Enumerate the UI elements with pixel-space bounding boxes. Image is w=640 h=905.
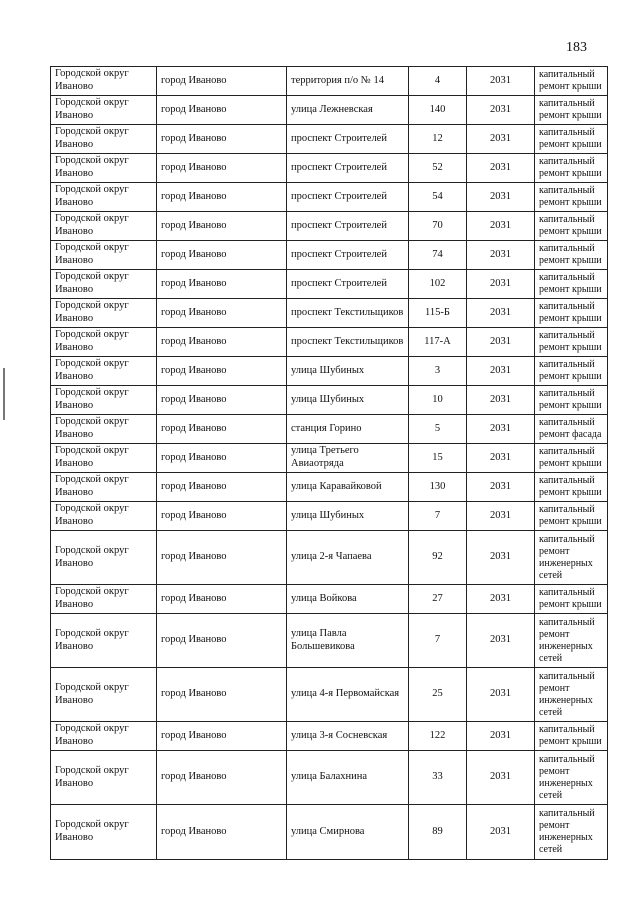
- table-row: [51, 473, 608, 502]
- work-type-cell: капитальный ремонт крыши: [535, 270, 608, 299]
- house-number-cell: 89: [409, 805, 467, 860]
- work-type-cell: капитальный ремонт крыши: [535, 585, 608, 614]
- house-number-cell: 92: [409, 531, 467, 585]
- street-cell: улица Смирнова: [287, 805, 409, 860]
- house-number-cell: 12: [409, 125, 467, 154]
- work-type-cell: капитальный ремонт крыши: [535, 212, 608, 241]
- street-cell: улица 4-я Первомайская: [287, 668, 409, 722]
- work-type-cell: капитальный ремонт крыши: [535, 357, 608, 386]
- district-cell: Городской округ Иваново: [51, 722, 157, 751]
- district-cell: Городской округ Иваново: [51, 357, 157, 386]
- work-type-cell: капитальный ремонт крыши: [535, 183, 608, 212]
- year-cell: 2031: [467, 96, 535, 125]
- year-cell: 2031: [467, 154, 535, 183]
- house-number-cell: 130: [409, 473, 467, 502]
- city-cell: город Иваново: [157, 212, 287, 241]
- street-cell: улица 2-я Чапаева: [287, 531, 409, 585]
- house-number-cell: 74: [409, 241, 467, 270]
- street-cell: улица 3-я Сосневская: [287, 722, 409, 751]
- year-cell: 2031: [467, 299, 535, 328]
- year-cell: 2031: [467, 125, 535, 154]
- year-cell: 2031: [467, 722, 535, 751]
- district-cell: Городской округ Иваново: [51, 183, 157, 212]
- work-type-cell: капитальный ремонт инженерных сетей: [535, 668, 608, 722]
- district-cell: Городской округ Иваново: [51, 241, 157, 270]
- table-row: [51, 241, 608, 270]
- street-cell: улица Третьего Авиаотряда: [287, 444, 409, 473]
- city-cell: город Иваново: [157, 299, 287, 328]
- street-cell: улица Шубиных: [287, 357, 409, 386]
- year-cell: 2031: [467, 357, 535, 386]
- district-cell: Городской округ Иваново: [51, 212, 157, 241]
- house-number-cell: 7: [409, 502, 467, 531]
- table-row: [51, 67, 608, 96]
- city-cell: город Иваново: [157, 614, 287, 668]
- scan-edge-mark: [3, 368, 5, 420]
- district-cell: Городской округ Иваново: [51, 502, 157, 531]
- work-type-cell: капитальный ремонт крыши: [535, 125, 608, 154]
- city-cell: город Иваново: [157, 183, 287, 212]
- repair-schedule-table: [50, 66, 608, 860]
- street-cell: проспект Строителей: [287, 125, 409, 154]
- street-cell: улица Лежневская: [287, 96, 409, 125]
- city-cell: город Иваново: [157, 751, 287, 805]
- district-cell: Городской округ Иваново: [51, 585, 157, 614]
- district-cell: Городской округ Иваново: [51, 805, 157, 860]
- city-cell: город Иваново: [157, 531, 287, 585]
- street-cell: станция Горино: [287, 415, 409, 444]
- year-cell: 2031: [467, 805, 535, 860]
- work-type-cell: капитальный ремонт крыши: [535, 386, 608, 415]
- city-cell: город Иваново: [157, 722, 287, 751]
- district-cell: Городской округ Иваново: [51, 668, 157, 722]
- house-number-cell: 25: [409, 668, 467, 722]
- street-cell: улица Павла Большевикова: [287, 614, 409, 668]
- street-cell: проспект Строителей: [287, 241, 409, 270]
- work-type-cell: капитальный ремонт крыши: [535, 502, 608, 531]
- district-cell: Городской округ Иваново: [51, 751, 157, 805]
- table-row: [51, 386, 608, 415]
- table-row: [51, 502, 608, 531]
- work-type-cell: капитальный ремонт крыши: [535, 96, 608, 125]
- table-row: [51, 805, 608, 860]
- work-type-cell: капитальный ремонт крыши: [535, 473, 608, 502]
- street-cell: проспект Строителей: [287, 270, 409, 299]
- city-cell: город Иваново: [157, 415, 287, 444]
- table-body: [51, 67, 608, 860]
- work-type-cell: капитальный ремонт крыши: [535, 154, 608, 183]
- district-cell: Городской округ Иваново: [51, 444, 157, 473]
- table-row: [51, 751, 608, 805]
- street-cell: проспект Строителей: [287, 212, 409, 241]
- table-row: [51, 154, 608, 183]
- year-cell: 2031: [467, 668, 535, 722]
- year-cell: 2031: [467, 415, 535, 444]
- district-cell: Городской округ Иваново: [51, 531, 157, 585]
- city-cell: город Иваново: [157, 154, 287, 183]
- year-cell: 2031: [467, 444, 535, 473]
- table-row: [51, 96, 608, 125]
- city-cell: город Иваново: [157, 328, 287, 357]
- table-row: [51, 585, 608, 614]
- work-type-cell: капитальный ремонт крыши: [535, 444, 608, 473]
- table-row: [51, 212, 608, 241]
- table-row: [51, 668, 608, 722]
- house-number-cell: 33: [409, 751, 467, 805]
- house-number-cell: 117-А: [409, 328, 467, 357]
- year-cell: 2031: [467, 270, 535, 299]
- city-cell: город Иваново: [157, 805, 287, 860]
- work-type-cell: капитальный ремонт крыши: [535, 241, 608, 270]
- year-cell: 2031: [467, 531, 535, 585]
- year-cell: 2031: [467, 386, 535, 415]
- year-cell: 2031: [467, 473, 535, 502]
- table-row: [51, 125, 608, 154]
- district-cell: Городской округ Иваново: [51, 125, 157, 154]
- table-row: [51, 299, 608, 328]
- work-type-cell: капитальный ремонт крыши: [535, 67, 608, 96]
- table-row: [51, 614, 608, 668]
- house-number-cell: 54: [409, 183, 467, 212]
- city-cell: город Иваново: [157, 386, 287, 415]
- street-cell: территория п/о № 14: [287, 67, 409, 96]
- year-cell: 2031: [467, 183, 535, 212]
- work-type-cell: капитальный ремонт инженерных сетей: [535, 531, 608, 585]
- table-row: [51, 270, 608, 299]
- city-cell: город Иваново: [157, 125, 287, 154]
- page-number: 183: [566, 40, 587, 55]
- table-row: [51, 328, 608, 357]
- district-cell: Городской округ Иваново: [51, 328, 157, 357]
- street-cell: улица Каравайковой: [287, 473, 409, 502]
- year-cell: 2031: [467, 241, 535, 270]
- city-cell: город Иваново: [157, 241, 287, 270]
- work-type-cell: капитальный ремонт инженерных сетей: [535, 805, 608, 860]
- house-number-cell: 7: [409, 614, 467, 668]
- house-number-cell: 4: [409, 67, 467, 96]
- work-type-cell: капитальный ремонт инженерных сетей: [535, 614, 608, 668]
- house-number-cell: 5: [409, 415, 467, 444]
- house-number-cell: 15: [409, 444, 467, 473]
- house-number-cell: 115-Б: [409, 299, 467, 328]
- house-number-cell: 52: [409, 154, 467, 183]
- table-row: [51, 415, 608, 444]
- table-row: [51, 531, 608, 585]
- city-cell: город Иваново: [157, 270, 287, 299]
- district-cell: Городской округ Иваново: [51, 270, 157, 299]
- house-number-cell: 122: [409, 722, 467, 751]
- district-cell: Городской округ Иваново: [51, 614, 157, 668]
- city-cell: город Иваново: [157, 473, 287, 502]
- work-type-cell: капитальный ремонт фасада: [535, 415, 608, 444]
- table-row: [51, 357, 608, 386]
- street-cell: улица Войкова: [287, 585, 409, 614]
- street-cell: проспект Строителей: [287, 183, 409, 212]
- year-cell: 2031: [467, 614, 535, 668]
- city-cell: город Иваново: [157, 96, 287, 125]
- district-cell: Городской округ Иваново: [51, 67, 157, 96]
- year-cell: 2031: [467, 502, 535, 531]
- city-cell: город Иваново: [157, 67, 287, 96]
- year-cell: 2031: [467, 212, 535, 241]
- work-type-cell: капитальный ремонт крыши: [535, 328, 608, 357]
- table-row: [51, 444, 608, 473]
- year-cell: 2031: [467, 67, 535, 96]
- house-number-cell: 70: [409, 212, 467, 241]
- street-cell: улица Шубиных: [287, 502, 409, 531]
- city-cell: город Иваново: [157, 357, 287, 386]
- house-number-cell: 140: [409, 96, 467, 125]
- district-cell: Городской округ Иваново: [51, 415, 157, 444]
- district-cell: Городской округ Иваново: [51, 96, 157, 125]
- table-row: [51, 722, 608, 751]
- city-cell: город Иваново: [157, 444, 287, 473]
- city-cell: город Иваново: [157, 502, 287, 531]
- year-cell: 2031: [467, 585, 535, 614]
- work-type-cell: капитальный ремонт крыши: [535, 299, 608, 328]
- house-number-cell: 10: [409, 386, 467, 415]
- district-cell: Городской округ Иваново: [51, 473, 157, 502]
- district-cell: Городской округ Иваново: [51, 386, 157, 415]
- street-cell: улица Шубиных: [287, 386, 409, 415]
- district-cell: Городской округ Иваново: [51, 154, 157, 183]
- house-number-cell: 102: [409, 270, 467, 299]
- city-cell: город Иваново: [157, 585, 287, 614]
- house-number-cell: 27: [409, 585, 467, 614]
- street-cell: проспект Текстильщиков: [287, 328, 409, 357]
- work-type-cell: капитальный ремонт инженерных сетей: [535, 751, 608, 805]
- district-cell: Городской округ Иваново: [51, 299, 157, 328]
- year-cell: 2031: [467, 751, 535, 805]
- year-cell: 2031: [467, 328, 535, 357]
- table-row: [51, 183, 608, 212]
- work-type-cell: капитальный ремонт крыши: [535, 722, 608, 751]
- street-cell: проспект Текстильщиков: [287, 299, 409, 328]
- street-cell: проспект Строителей: [287, 154, 409, 183]
- house-number-cell: 3: [409, 357, 467, 386]
- street-cell: улица Балахнина: [287, 751, 409, 805]
- city-cell: город Иваново: [157, 668, 287, 722]
